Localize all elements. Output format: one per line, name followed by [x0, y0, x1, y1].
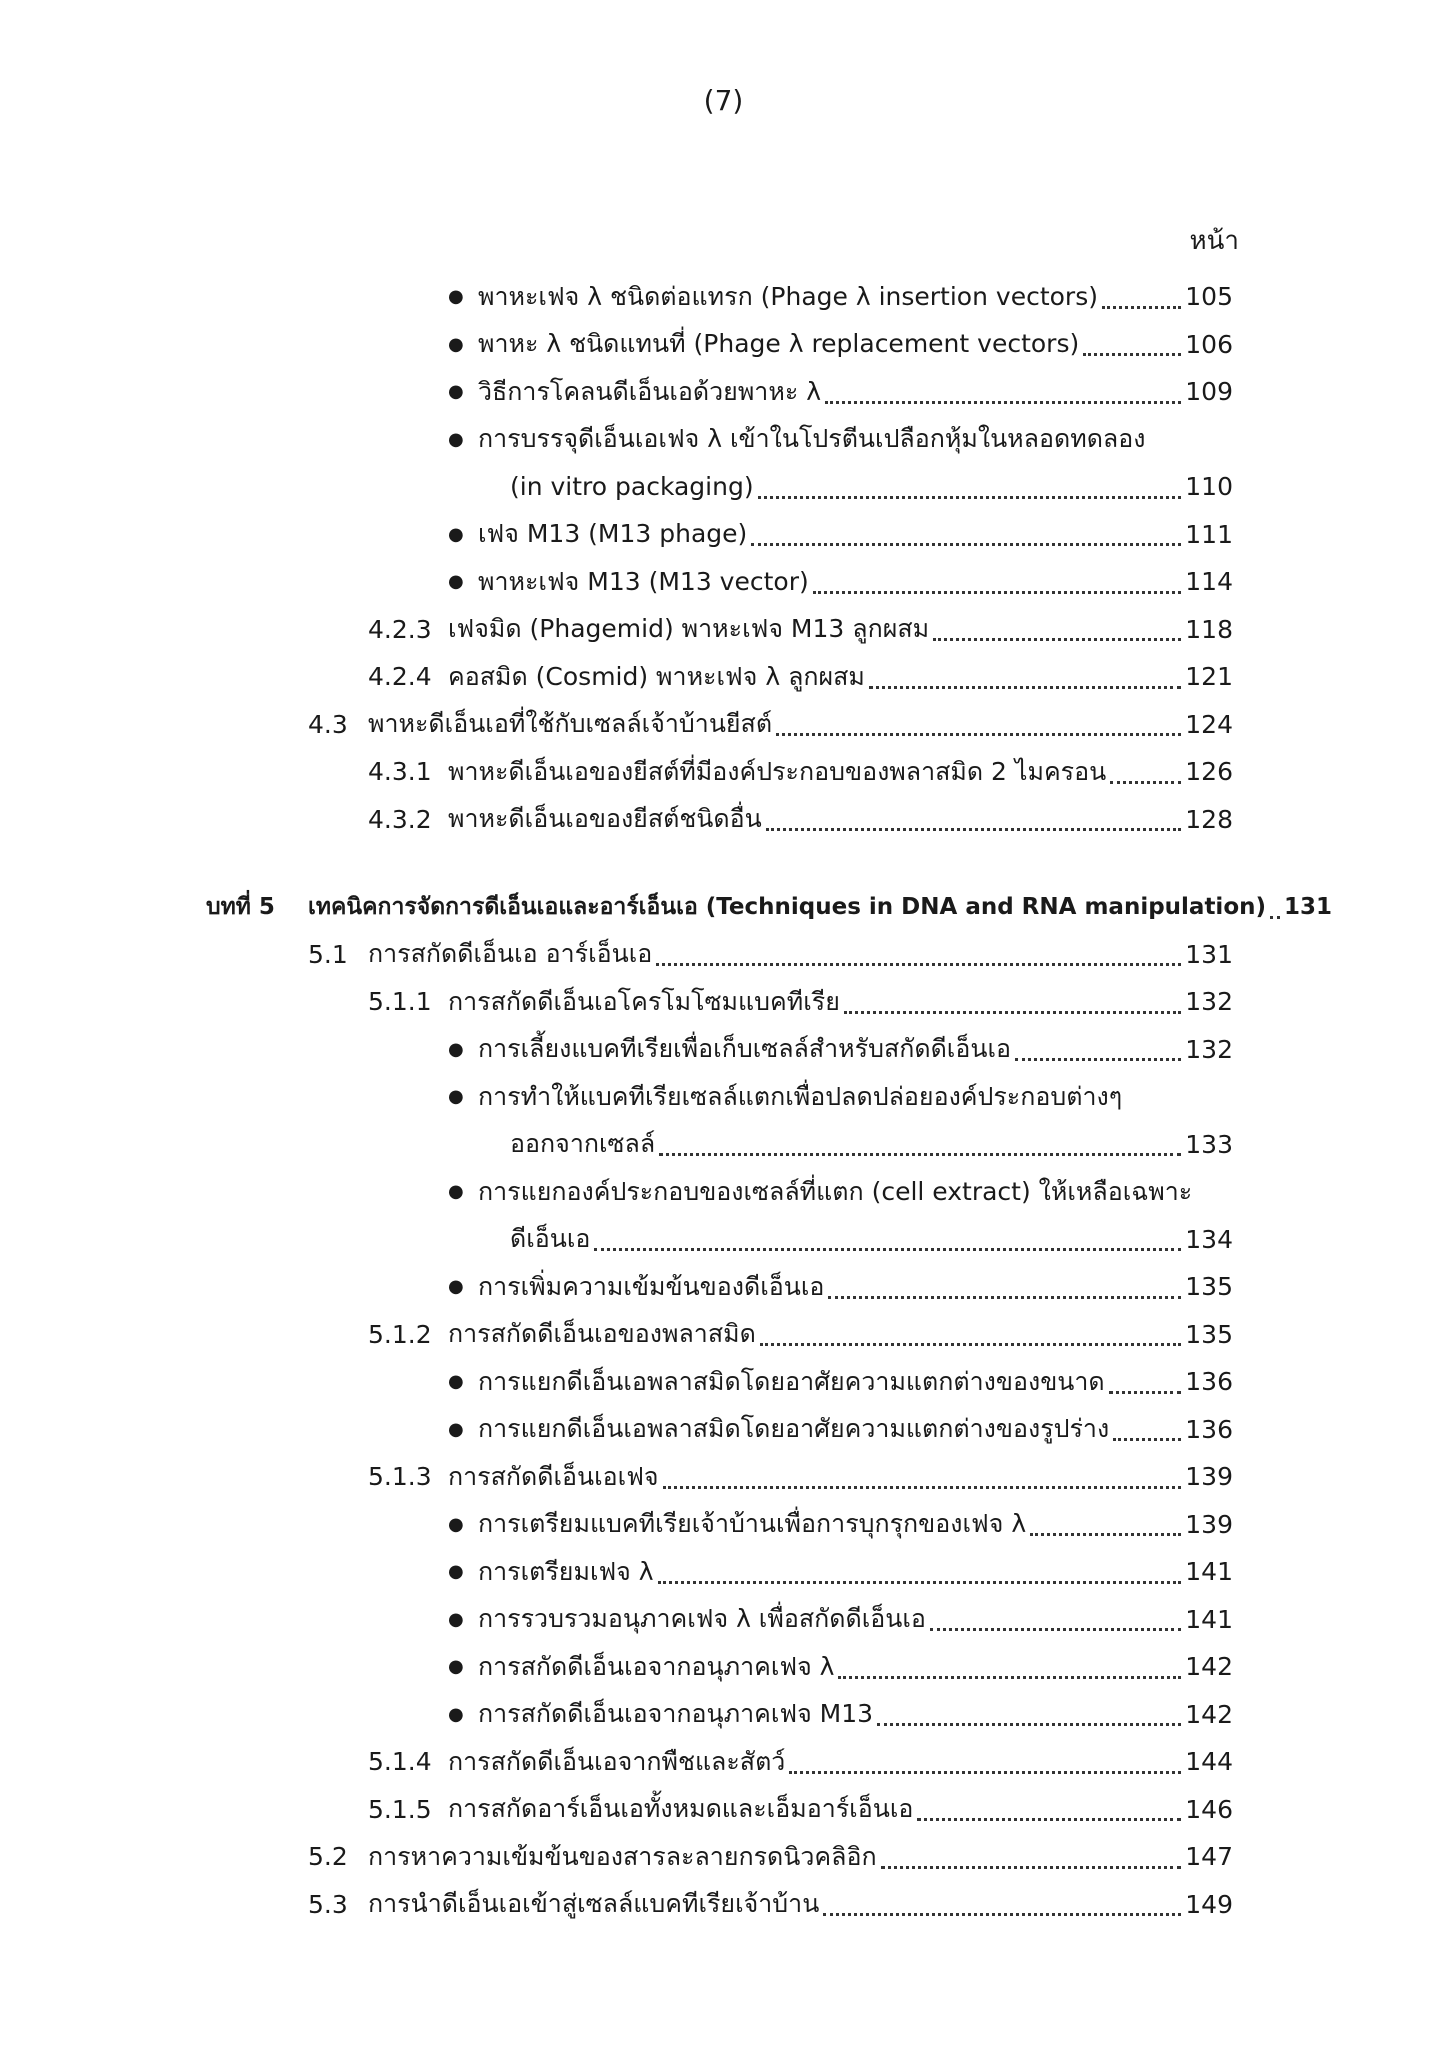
toc-entry-title: พาหะดีเอ็นเอของยีสต์ที่มีองค์ประกอบของพลาสมิด 2 ไมครอน — [448, 756, 1107, 786]
bullet-icon: ● — [448, 381, 464, 403]
toc-entry — [0, 1406, 1447, 1454]
page-column-header: หน้า — [1189, 226, 1239, 256]
toc-entry-title: การทำให้แบคทีเรียเซลล์แตกเพื่อปลดปล่อยองค์ประกอบต่างๆ — [478, 1081, 1123, 1111]
toc-entry — [0, 416, 1447, 464]
toc-entry — [0, 883, 1447, 931]
toc-entry — [0, 748, 1447, 796]
dot-leader — [776, 732, 1181, 736]
toc-entry — [0, 1121, 1447, 1169]
toc-entry-page: 142 — [1185, 1699, 1233, 1729]
toc-entry-title: ดีเอ็นเอ — [510, 1224, 591, 1254]
toc-entry-page: 114 — [1185, 567, 1233, 597]
dot-leader — [869, 685, 1181, 689]
toc-entry-title: การรวบรวมอนุภาคเฟจ λ เพื่อสกัดดีเอ็นเอ — [478, 1604, 926, 1634]
page-number: (7) — [703, 84, 744, 117]
dot-leader — [1270, 915, 1280, 919]
toc-entry-number: 5.1.3 — [368, 1462, 432, 1492]
toc-entry-title: (in vitro packaging) — [510, 472, 754, 502]
toc-entry-title: การเตรียมแบคทีเรียเจ้าบ้านเพื่อการบุกรุกของเฟจ λ — [478, 1509, 1027, 1539]
dot-leader — [823, 1912, 1181, 1916]
dot-leader — [594, 1247, 1181, 1251]
bullet-icon: ● — [448, 428, 464, 450]
bullet-icon: ● — [448, 1513, 464, 1535]
toc-entry-page: 106 — [1185, 329, 1233, 359]
toc-entry-title: พาหะเฟจ λ ชนิดต่อแทรก (Phage λ insertion vectors) — [478, 281, 1098, 311]
toc-entry-title: การแยกดีเอ็นเอพลาสมิดโดยอาศัยความแตกต่างของรูปร่าง — [478, 1414, 1110, 1444]
toc-entry — [0, 1453, 1447, 1501]
toc-entry-page: 132 — [1185, 987, 1233, 1017]
toc-entry — [0, 1216, 1447, 1264]
toc-entry-page: 105 — [1185, 282, 1233, 312]
toc-entry — [0, 558, 1447, 606]
table-of-contents — [0, 273, 1447, 1928]
toc-entry — [0, 273, 1447, 321]
dot-leader — [813, 590, 1182, 594]
toc-entry-title: การสกัดดีเอ็นเอจากพืชและสัตว์ — [448, 1746, 786, 1776]
dot-leader — [659, 1152, 1181, 1156]
dot-leader — [658, 1580, 1182, 1584]
toc-entry — [0, 653, 1447, 701]
dot-leader — [877, 1722, 1181, 1726]
toc-entry-page: 146 — [1185, 1794, 1233, 1824]
dot-leader — [1109, 1390, 1182, 1394]
toc-entry-title: การสกัดดีเอ็นเอโครโมโซมแบคทีเรีย — [448, 986, 840, 1016]
bullet-icon: ● — [448, 1181, 464, 1203]
dot-leader — [844, 1010, 1181, 1014]
toc-entry-number: 4.3 — [308, 709, 348, 739]
toc-entry — [0, 1168, 1447, 1216]
toc-entry — [0, 1026, 1447, 1074]
dot-leader — [766, 827, 1182, 831]
toc-entry-page: 134 — [1185, 1224, 1233, 1254]
dot-leader — [760, 1342, 1181, 1346]
toc-entry — [0, 511, 1447, 559]
toc-entry-title: การสกัดดีเอ็นเอจากอนุภาคเฟจ M13 — [478, 1699, 874, 1729]
toc-entry-page: 136 — [1185, 1414, 1233, 1444]
toc-entry-title: พาหะ λ ชนิดแทนที่ (Phage λ replacement vectors) — [478, 329, 1080, 359]
toc-entry-page: 135 — [1185, 1272, 1233, 1302]
toc-entry-number: 4.2.3 — [368, 614, 432, 644]
toc-entry-page: 118 — [1185, 614, 1233, 644]
dot-leader — [1015, 1057, 1181, 1061]
toc-entry-title: การสกัดดีเอ็นเอจากอนุภาคเฟจ λ — [478, 1651, 835, 1681]
toc-entry-page: 132 — [1185, 1034, 1233, 1064]
toc-entry-title: การเตรียมเฟจ λ — [478, 1556, 654, 1586]
toc-entry-number: บทที่ 5 — [206, 893, 275, 920]
toc-entry-page: 139 — [1185, 1462, 1233, 1492]
toc-entry — [0, 1596, 1447, 1644]
toc-entry — [0, 1691, 1447, 1739]
toc-entry-number: 4.3.1 — [368, 757, 432, 787]
dot-leader — [930, 1627, 1181, 1631]
dot-leader — [933, 637, 1181, 641]
toc-entry-page: 149 — [1185, 1889, 1233, 1919]
dot-leader — [1083, 352, 1181, 356]
bullet-icon: ● — [448, 1561, 464, 1583]
toc-entry-page: 144 — [1185, 1747, 1233, 1777]
toc-entry-title: การเลี้ยงแบคทีเรียเพื่อเก็บเซลล์สำหรับสกัดดีเอ็นเอ — [478, 1034, 1012, 1064]
toc-entry-number: 5.1.2 — [368, 1319, 432, 1349]
toc-entry-page: 135 — [1185, 1319, 1233, 1349]
bullet-icon: ● — [448, 1418, 464, 1440]
toc-entry-page: 133 — [1185, 1129, 1233, 1159]
toc-entry-title: การสกัดอาร์เอ็นเอทั้งหมดและเอ็มอาร์เอ็นเอ — [448, 1794, 914, 1824]
dot-leader — [1110, 780, 1181, 784]
toc-entry — [0, 1643, 1447, 1691]
dot-leader — [881, 1865, 1182, 1869]
dot-leader — [825, 400, 1181, 404]
toc-entry — [0, 1738, 1447, 1786]
bullet-icon: ● — [448, 286, 464, 308]
toc-entry-number: 5.1.4 — [368, 1747, 432, 1777]
toc-entry-title: พาหะดีเอ็นเอที่ใช้กับเซลล์เจ้าบ้านยีสต์ — [368, 709, 773, 739]
toc-entry — [0, 368, 1447, 416]
toc-entry-title: การสกัดดีเอ็นเอเฟจ — [448, 1461, 659, 1491]
dot-leader — [758, 495, 1182, 499]
toc-entry — [0, 1358, 1447, 1406]
toc-entry — [0, 1073, 1447, 1121]
toc-entry — [0, 701, 1447, 749]
toc-entry — [0, 1311, 1447, 1359]
bullet-icon: ● — [448, 1276, 464, 1298]
dot-leader — [751, 542, 1181, 546]
toc-entry-title: การหาความเข้มข้นของสารละลายกรดนิวคลิอิก — [368, 1841, 877, 1871]
bullet-icon: ● — [448, 1656, 464, 1678]
toc-entry-title: การเพิ่มความเข้มข้นของดีเอ็นเอ — [478, 1271, 825, 1301]
toc-entry-title: เทคนิคการจัดการดีเอ็นเอและอาร์เอ็นเอ (Techniques in DNA and RNA manipulation) — [308, 893, 1267, 920]
bullet-icon: ● — [448, 1038, 464, 1060]
toc-entry-title: คอสมิด (Cosmid) พาหะเฟจ λ ลูกผสม — [448, 661, 865, 691]
dot-leader — [789, 1770, 1181, 1774]
toc-entry-title: เฟจ M13 (M13 phage) — [478, 519, 748, 549]
toc-entry — [0, 1501, 1447, 1549]
bullet-icon: ● — [448, 571, 464, 593]
toc-entry-title: พาหะเฟจ M13 (M13 vector) — [478, 566, 809, 596]
dot-leader — [656, 962, 1181, 966]
toc-entry — [0, 321, 1447, 369]
toc-entry-page: 141 — [1185, 1604, 1233, 1634]
toc-entry-title: วิธีการโคลนดีเอ็นเอด้วยพาหะ λ — [478, 376, 821, 406]
toc-entry-number: 5.3 — [308, 1889, 348, 1919]
toc-entry — [0, 1263, 1447, 1311]
bullet-icon: ● — [448, 333, 464, 355]
dot-leader — [838, 1675, 1181, 1679]
toc-entry-page: 136 — [1185, 1367, 1233, 1397]
toc-entry-page: 121 — [1185, 662, 1233, 692]
toc-entry-page: 124 — [1185, 709, 1233, 739]
toc-entry-title: การแยกองค์ประกอบของเซลล์ที่แตก (cell extract) ให้เหลือเฉพาะ — [478, 1176, 1193, 1206]
toc-entry-page: 141 — [1185, 1557, 1233, 1587]
toc-entry — [0, 1881, 1447, 1929]
toc-entry-page: 128 — [1185, 804, 1233, 834]
dot-leader — [1102, 305, 1181, 309]
toc-entry-title: ออกจากเซลล์ — [510, 1129, 656, 1159]
toc-entry-number: 5.1.5 — [368, 1794, 432, 1824]
bullet-icon: ● — [448, 1608, 464, 1630]
toc-entry-title: การแยกดีเอ็นเอพลาสมิดโดยอาศัยความแตกต่างของขนาด — [478, 1366, 1105, 1396]
toc-entry-title: การนำดีเอ็นเอเข้าสู่เซลล์แบคทีเรียเจ้าบ้าน — [368, 1889, 820, 1919]
toc-entry — [0, 1786, 1447, 1834]
toc-entry-number: 4.2.4 — [368, 662, 432, 692]
toc-entry-page: 147 — [1185, 1842, 1233, 1872]
toc-entry-title: การสกัดดีเอ็นเอของพลาสมิด — [448, 1319, 756, 1349]
dot-leader — [917, 1817, 1181, 1821]
toc-entry-number: 5.1 — [308, 939, 348, 969]
toc-entry — [0, 1833, 1447, 1881]
toc-entry-page: 142 — [1185, 1652, 1233, 1682]
toc-entry — [0, 796, 1447, 844]
toc-entry-page: 131 — [1284, 893, 1333, 920]
toc-entry-page: 126 — [1185, 757, 1233, 787]
dot-leader — [1030, 1532, 1181, 1536]
bullet-icon: ● — [448, 523, 464, 545]
bullet-icon: ● — [448, 1086, 464, 1108]
dot-leader — [663, 1485, 1182, 1489]
toc-entry — [0, 606, 1447, 654]
dot-leader — [828, 1295, 1181, 1299]
toc-entry — [0, 931, 1447, 979]
bullet-icon: ● — [448, 1703, 464, 1725]
toc-entry-page: 111 — [1185, 519, 1233, 549]
toc-entry — [0, 1548, 1447, 1596]
toc-entry-number: 5.1.1 — [368, 987, 432, 1017]
dot-leader — [1113, 1437, 1181, 1441]
toc-entry-number: 4.3.2 — [368, 804, 432, 834]
toc-entry — [0, 463, 1447, 511]
toc-entry-page: 139 — [1185, 1509, 1233, 1539]
toc-entry-title: การสกัดดีเอ็นเอ อาร์เอ็นเอ — [368, 939, 653, 969]
toc-entry-title: เฟจมิด (Phagemid) พาหะเฟจ M13 ลูกผสม — [448, 614, 930, 644]
toc-entry-page: 109 — [1185, 377, 1233, 407]
toc-entry — [0, 978, 1447, 1026]
toc-entry-title: การบรรจุดีเอ็นเอเฟจ λ เข้าในโปรตีนเปลือกหุ้มในหลอดทดลอง — [478, 424, 1146, 454]
toc-entry-title: พาหะดีเอ็นเอของยีสต์ชนิดอื่น — [448, 804, 762, 834]
toc-entry-page: 131 — [1185, 939, 1233, 969]
bullet-icon: ● — [448, 1371, 464, 1393]
toc-entry-page: 110 — [1185, 472, 1233, 502]
toc-entry-number: 5.2 — [308, 1842, 348, 1872]
